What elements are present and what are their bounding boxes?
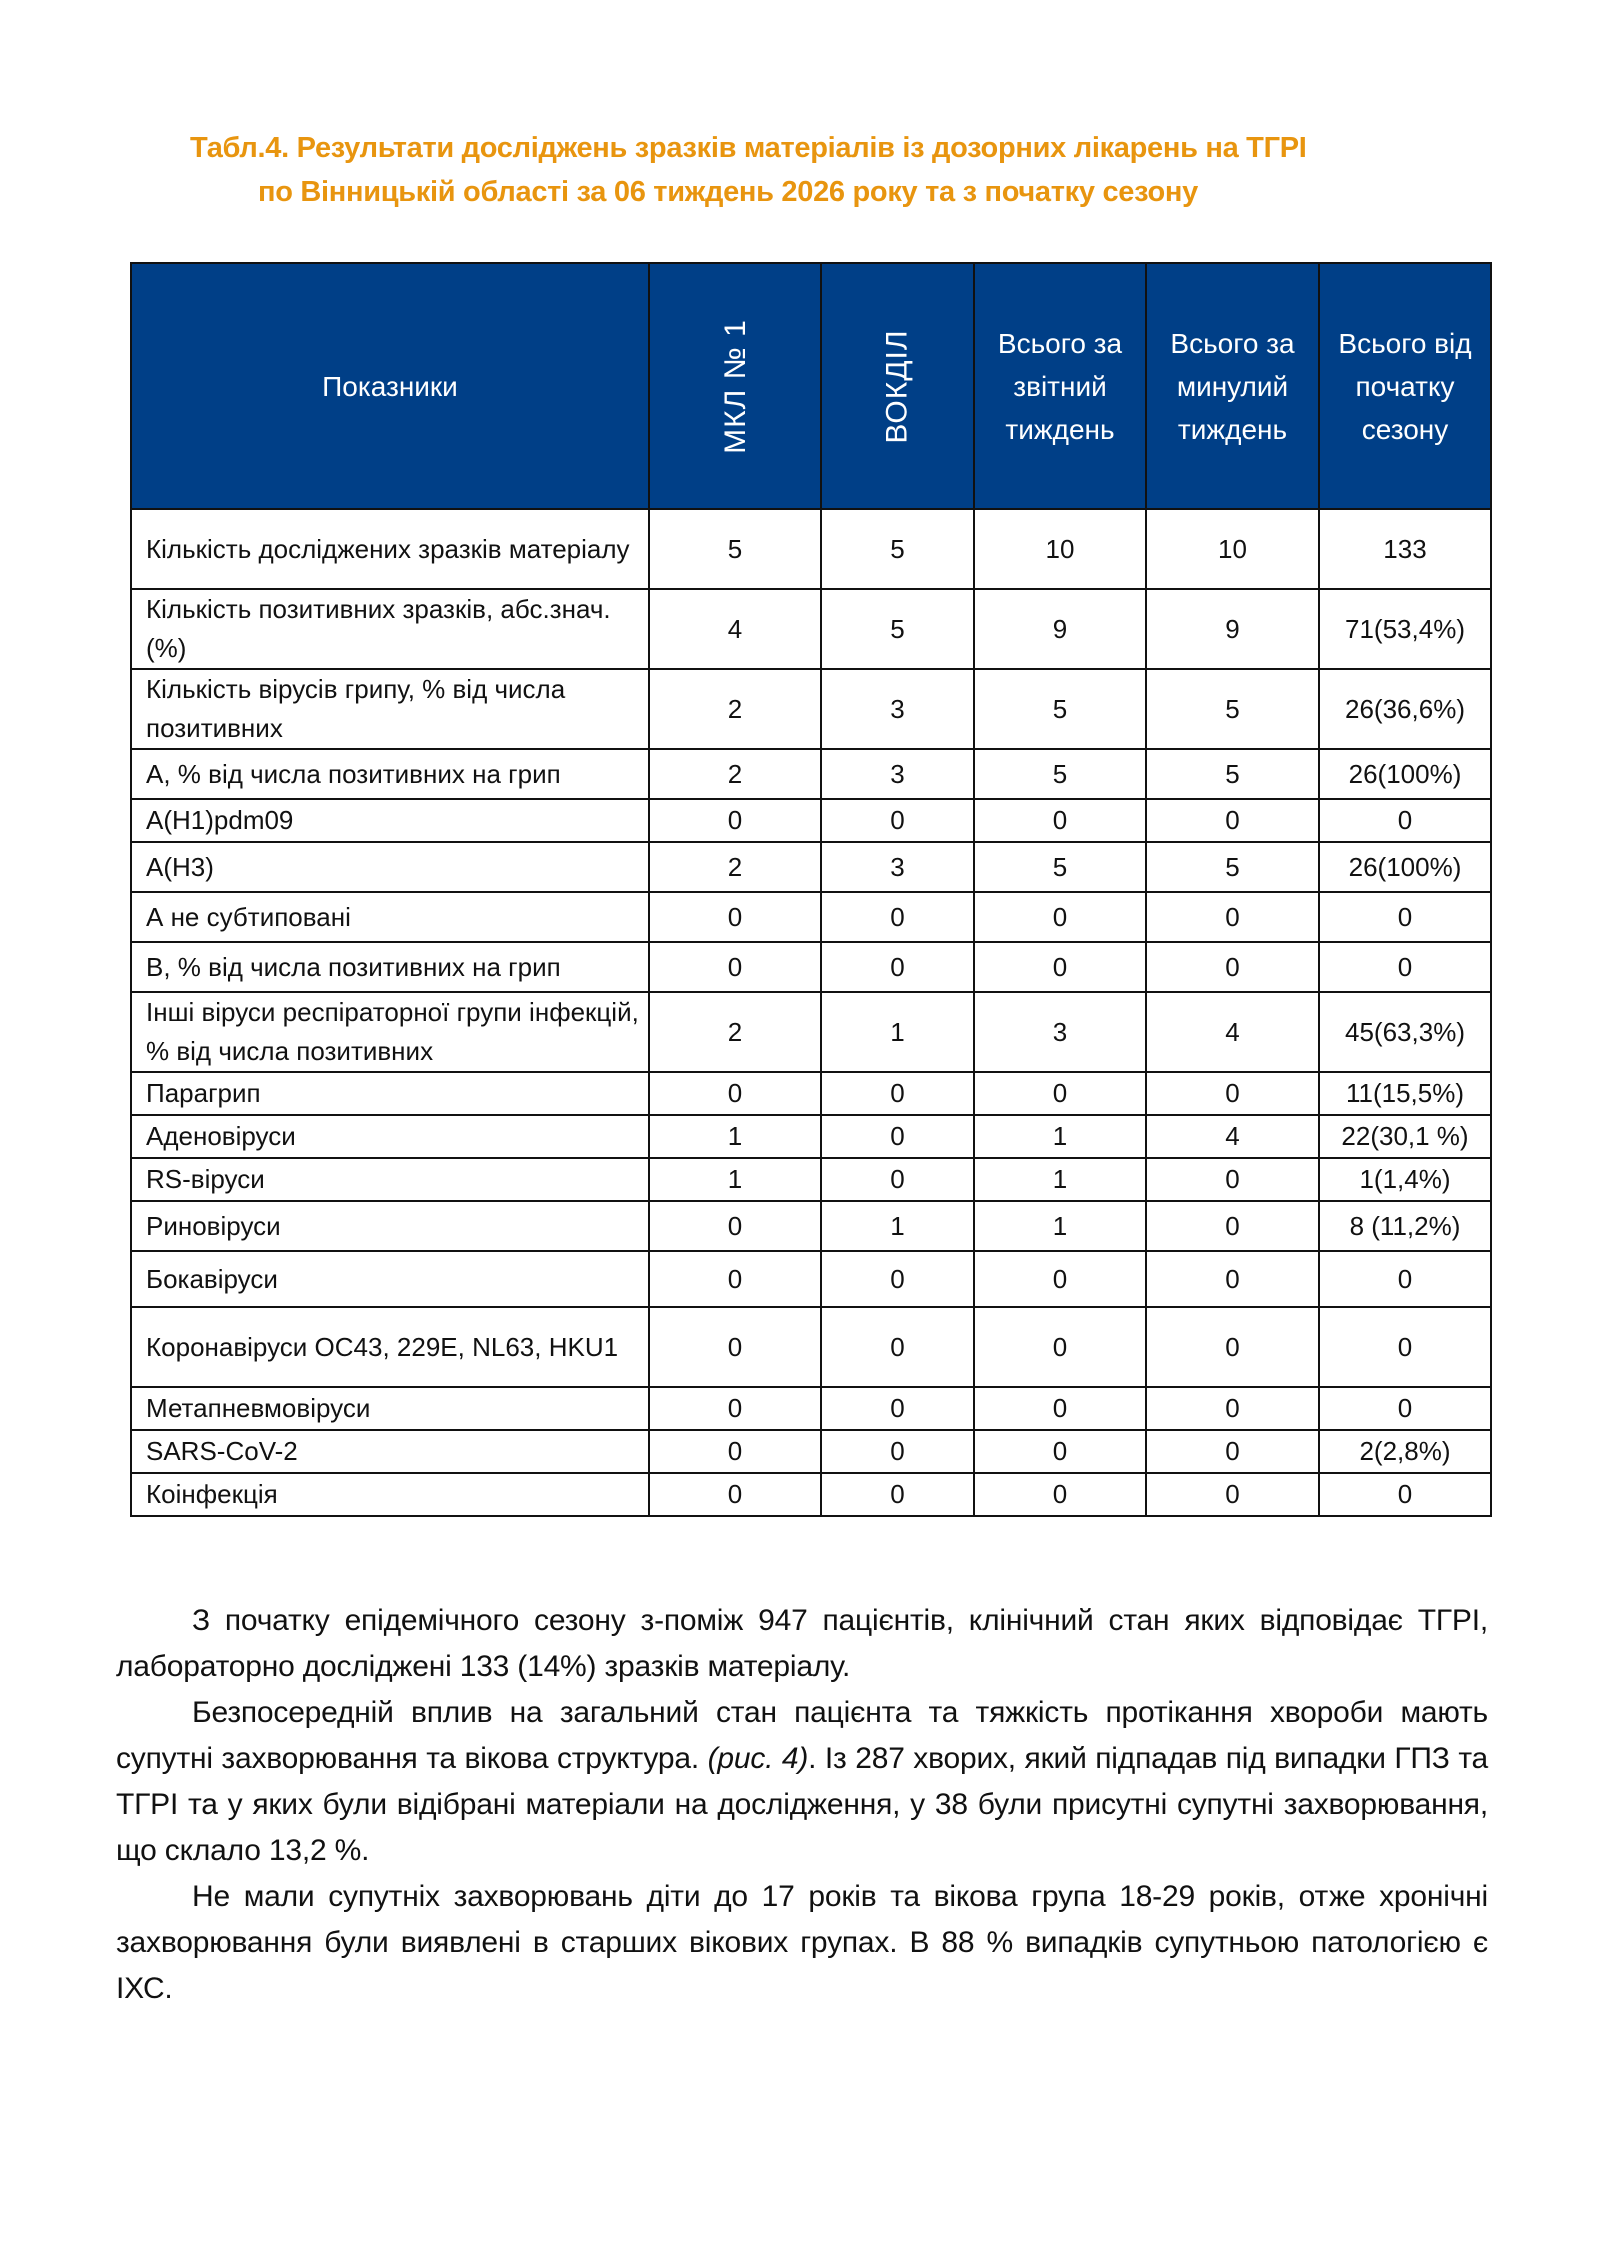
cell-week: 10 (974, 509, 1146, 589)
cell-vokdil: 0 (821, 1430, 974, 1473)
cell-mkl1: 1 (649, 1158, 821, 1201)
cell-season: 0 (1319, 1251, 1491, 1307)
cell-vokdil: 1 (821, 1201, 974, 1251)
cell-mkl1: 0 (649, 1473, 821, 1516)
cell-prev-week: 0 (1146, 799, 1319, 842)
cell-mkl1: 2 (649, 842, 821, 892)
paragraph-comorbidities-text-1: Безпосередній вплив на загальний стан пацієнта та тяжкість протікання хвороби мають супутні захворювання та вікова структура. (116, 1696, 1488, 1775)
cell-prev-week: 9 (1146, 589, 1319, 669)
table-row (131, 509, 1491, 589)
cell-season: 26(100%) (1319, 842, 1491, 892)
cell-prev-week: 10 (1146, 509, 1319, 589)
row-label: А, % від числа позитивних на грип (131, 749, 649, 799)
row-label: Бокавіруси (131, 1251, 649, 1307)
cell-prev-week: 5 (1146, 749, 1319, 799)
cell-week: 0 (974, 1473, 1146, 1516)
row-label: Аденовіруси (131, 1115, 649, 1158)
cell-prev-week: 5 (1146, 669, 1319, 749)
cell-week: 0 (974, 1387, 1146, 1430)
row-label: Кількість вірусів грипу, % від числа позитивних (131, 669, 649, 749)
row-label: SARS-CoV-2 (131, 1430, 649, 1473)
cell-mkl1: 0 (649, 1387, 821, 1430)
cell-season: 45(63,3%) (1319, 992, 1491, 1072)
cell-week: 1 (974, 1115, 1146, 1158)
paragraph-comorbidities-text-2: . Із 287 хворих, який підпадав під випадки ГПЗ та ТГРІ та у яких були відібрані матеріали на дослідження, у 38 були присутні супутні захворювання, що склало 13,2 %. (116, 1742, 1489, 1867)
header-vokdil (821, 263, 974, 509)
cell-season: 0 (1319, 799, 1491, 842)
row-label: А(Н3) (131, 842, 649, 892)
cell-mkl1: 0 (649, 799, 821, 842)
table-row (131, 1251, 1491, 1307)
cell-prev-week: 0 (1146, 892, 1319, 942)
cell-season: 0 (1319, 942, 1491, 992)
row-label: Кількість позитивних зразків, абс.знач. (%) (131, 589, 649, 669)
table-row (131, 799, 1491, 842)
cell-prev-week: 4 (1146, 992, 1319, 1072)
cell-season: 26(36,6%) (1319, 669, 1491, 749)
row-label: А не субтиповані (131, 892, 649, 942)
row-label: В, % від числа позитивних на грип (131, 942, 649, 992)
cell-season: 133 (1319, 509, 1491, 589)
cell-week: 0 (974, 1307, 1146, 1387)
table-header-row (131, 263, 1491, 509)
header-report-week: Всього за звітний тиждень (974, 263, 1146, 509)
cell-vokdil: 3 (821, 749, 974, 799)
paragraph-comorbidities (116, 1690, 1488, 1874)
cell-mkl1: 2 (649, 992, 821, 1072)
cell-season: 2(2,8%) (1319, 1430, 1491, 1473)
table-row (131, 1201, 1491, 1251)
cell-week: 0 (974, 942, 1146, 992)
cell-prev-week: 0 (1146, 1473, 1319, 1516)
table-row (131, 1072, 1491, 1115)
cell-mkl1: 2 (649, 669, 821, 749)
cell-mkl1: 5 (649, 509, 821, 589)
cell-season: 8 (11,2%) (1319, 1201, 1491, 1251)
cell-vokdil: 1 (821, 992, 974, 1072)
cell-mkl1: 0 (649, 1201, 821, 1251)
cell-season: 0 (1319, 1307, 1491, 1387)
cell-season: 71(53,4%) (1319, 589, 1491, 669)
row-label: RS-віруси (131, 1158, 649, 1201)
cell-vokdil: 0 (821, 1072, 974, 1115)
cell-week: 3 (974, 992, 1146, 1072)
cell-week: 5 (974, 842, 1146, 892)
table-row (131, 669, 1491, 749)
cell-season: 0 (1319, 1473, 1491, 1516)
table-row (131, 1473, 1491, 1516)
cell-week: 5 (974, 749, 1146, 799)
cell-vokdil: 0 (821, 1115, 974, 1158)
row-label: Кількість досліджених зразків матеріалу (131, 509, 649, 589)
cell-week: 0 (974, 1430, 1146, 1473)
cell-prev-week: 0 (1146, 1158, 1319, 1201)
cell-prev-week: 0 (1146, 1430, 1319, 1473)
cell-vokdil: 0 (821, 942, 974, 992)
header-season-total: Всього від початку сезону (1319, 263, 1491, 509)
row-label: Парагрип (131, 1072, 649, 1115)
cell-week: 9 (974, 589, 1146, 669)
cell-week: 0 (974, 1251, 1146, 1307)
cell-week: 0 (974, 892, 1146, 942)
row-label: Інші віруси респіраторної групи інфекцій, % від числа позитивних (131, 992, 649, 1072)
table-row (131, 589, 1491, 669)
cell-season: 0 (1319, 1387, 1491, 1430)
cell-prev-week: 0 (1146, 1387, 1319, 1430)
cell-mkl1: 1 (649, 1115, 821, 1158)
table-title-line-1: Табл.4. Результати досліджень зразків матеріалів із дозорних лікарень на ТГРІ (190, 132, 1307, 164)
table-row (131, 992, 1491, 1072)
table-title-line-2: по Вінницькій області за 06 тиждень 2026 року та з початку сезону (258, 176, 1198, 208)
cell-vokdil: 3 (821, 669, 974, 749)
cell-mkl1: 0 (649, 942, 821, 992)
cell-week: 1 (974, 1201, 1146, 1251)
cell-vokdil: 5 (821, 509, 974, 589)
cell-vokdil: 3 (821, 842, 974, 892)
row-label: Метапневмовіруси (131, 1387, 649, 1430)
cell-mkl1: 0 (649, 1307, 821, 1387)
table-row (131, 1430, 1491, 1473)
header-vokdil-label: ВОКДІЛ (880, 328, 914, 444)
cell-season: 11(15,5%) (1319, 1072, 1491, 1115)
cell-vokdil: 0 (821, 1473, 974, 1516)
cell-vokdil: 0 (821, 892, 974, 942)
results-table (130, 262, 1492, 1517)
cell-season: 22(30,1 %) (1319, 1115, 1491, 1158)
cell-mkl1: 2 (649, 749, 821, 799)
table-row (131, 1387, 1491, 1430)
header-indicators: Показники (131, 263, 649, 509)
cell-vokdil: 0 (821, 799, 974, 842)
cell-prev-week: 0 (1146, 1307, 1319, 1387)
cell-week: 0 (974, 799, 1146, 842)
cell-vokdil: 0 (821, 1158, 974, 1201)
cell-mkl1: 4 (649, 589, 821, 669)
cell-week: 1 (974, 1158, 1146, 1201)
cell-season: 26(100%) (1319, 749, 1491, 799)
table-row (131, 749, 1491, 799)
figure-reference: (рис. 4) (707, 1742, 809, 1775)
cell-season: 0 (1319, 892, 1491, 942)
cell-mkl1: 0 (649, 1072, 821, 1115)
row-label: Риновіруси (131, 1201, 649, 1251)
cell-prev-week: 0 (1146, 1072, 1319, 1115)
cell-prev-week: 0 (1146, 942, 1319, 992)
cell-vokdil: 0 (821, 1307, 974, 1387)
table-row (131, 1115, 1491, 1158)
cell-prev-week: 4 (1146, 1115, 1319, 1158)
header-mkl1-label: МКЛ № 1 (718, 318, 752, 454)
cell-vokdil: 0 (821, 1251, 974, 1307)
header-previous-week: Всього за минулий тиждень (1146, 263, 1319, 509)
row-label: Коронавіруси ОС43, 229Е, NL63, HKU1 (131, 1307, 649, 1387)
cell-mkl1: 0 (649, 892, 821, 942)
table-row (131, 842, 1491, 892)
table-row (131, 942, 1491, 992)
cell-prev-week: 0 (1146, 1201, 1319, 1251)
header-mkl1 (649, 263, 821, 509)
table-row (131, 1307, 1491, 1387)
cell-week: 5 (974, 669, 1146, 749)
cell-mkl1: 0 (649, 1251, 821, 1307)
cell-vokdil: 5 (821, 589, 974, 669)
cell-mkl1: 0 (649, 1430, 821, 1473)
row-label: Коінфекція (131, 1473, 649, 1516)
cell-week: 0 (974, 1072, 1146, 1115)
cell-vokdil: 0 (821, 1387, 974, 1430)
row-label: А(Н1)pdm09 (131, 799, 649, 842)
table-row (131, 892, 1491, 942)
paragraph-age-groups: Не мали супутніх захворювань діти до 17 років та вікова група 18-29 років, отже хронічні захворювання були виявлені в старших вікових групах. В 88 % випадків супутньою патологією є ІХС. (116, 1880, 1488, 2005)
cell-season: 1(1,4%) (1319, 1158, 1491, 1201)
cell-prev-week: 0 (1146, 1251, 1319, 1307)
paragraph-sampling-summary: З початку епідемічного сезону з-поміж 947 пацієнтів, клінічний стан яких відповідає ТГРІ, лабораторно досліджені 133 (14%) зразків матеріалу. (116, 1604, 1488, 1683)
table-row (131, 1158, 1491, 1201)
cell-prev-week: 5 (1146, 842, 1319, 892)
